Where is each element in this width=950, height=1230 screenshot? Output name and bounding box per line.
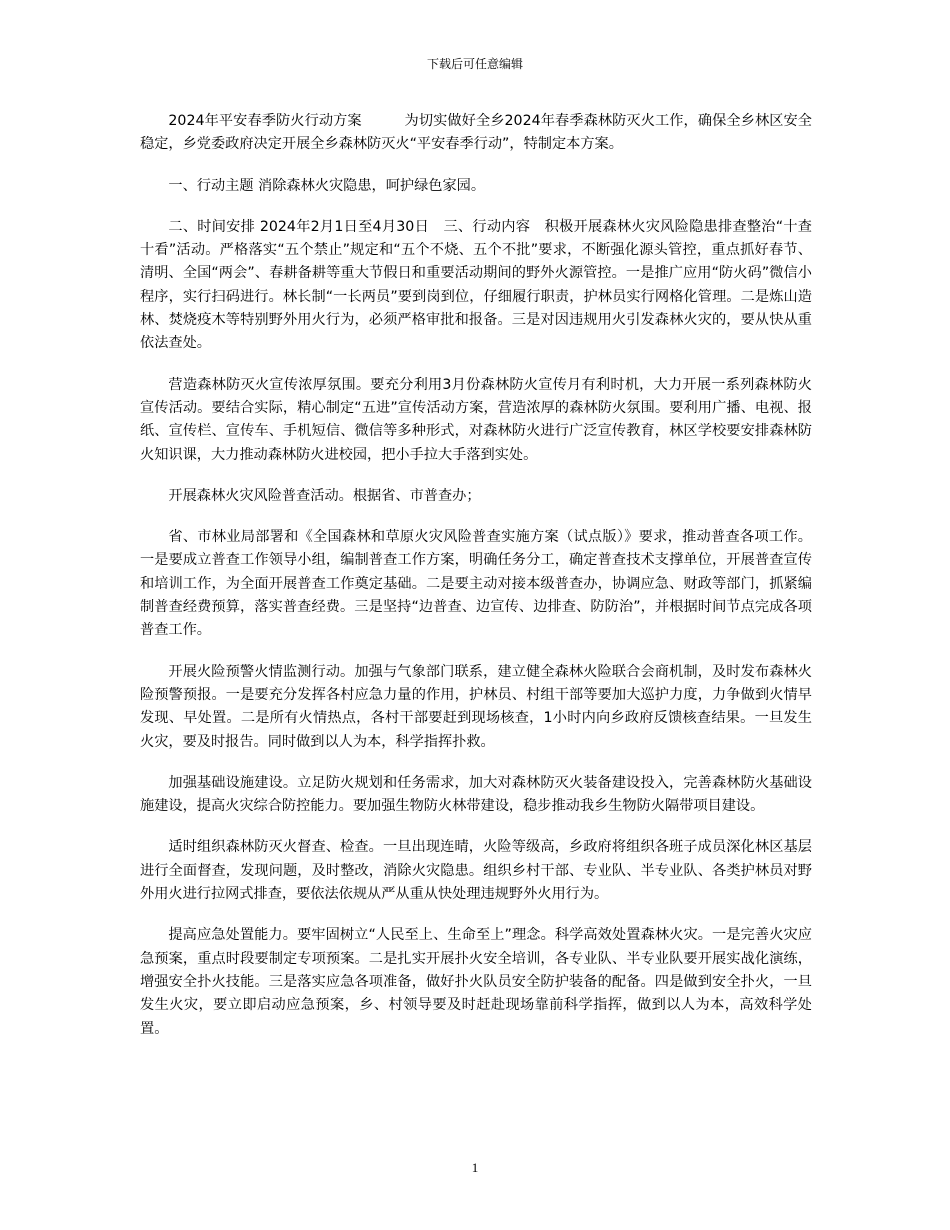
paragraph-inspection: 适时组织森林防灭火督查、检查。一旦出现连晴，火险等级高，乡政府将组织各班子成员深化林区基层进行全面督查，发现问题，及时整改，消除火灾隐患。组织乡村干部、专业队、半专业队、各类护林员对野外用火进行拉网式排查，要依法依规从严从重从快处理违规野外火用行为。	[140, 839, 812, 903]
paragraph-survey-detail: 省、市林业局部署和《全国森林和草原火灾风险普查实施方案（试点版）》要求，推动普查各项工作。一是要成立普查工作领导小组，编制普查工作方案，明确任务分工，确定普查技术支撑单位，开展普查宣传和培训工作，为全面开展普查工作奠定基础。二是要主动对接本级普查办，协调应急、财政等部门，抓紧编制普查经费预算，落实普查经费。三是坚持“边普查、边宣传、边排查、防防治”，并根据时间节点完成各项普查工作。	[140, 529, 812, 639]
document-body	[140, 110, 812, 1059]
paragraph-intro: 2024年平安春季防火行动方案 为切实做好全乡2024年春季森林防灭火工作，确保全乡林区安全稳定，乡党委政府决定开展全乡森林防灭火“平安春季行动”，特制定本方案。	[140, 113, 812, 153]
paragraph-publicity: 营造森林防灭火宣传浓厚氛围。要充分利用3月份森林防火宣传月有利时机，大力开展一系列森林防火宣传活动。要结合实际，精心制定“五进”宣传活动方案，营造浓厚的森林防火氛围。要利用广播、电视、报纸、宣传栏、宣传车、手机短信、微信等多种形式，对森林防火进行广泛宣传教育，林区学校要安排森林防火知识课，大力推动森林防火进校园，把小手拉大手落到实处。	[140, 376, 812, 463]
page-header: 下载后可任意编辑	[426, 57, 523, 71]
paragraph-emergency: 提高应急处置能力。要牢固树立“人民至上、生命至上”理念。科学高效处置森林火灾。一是完善火灾应急预案，重点时段要制定专项预案。二是扎实开展扑火安全培训，各专业队、半专业队要开展实战化演练，增强安全扑火技能。三是落实应急各项准备，做好扑火队员安全防护装备的配备。四是做到安全扑火，一旦发生火灾，要立即启动应急预案，乡、村领导要及时赶赴现场靠前科学指挥，做到以人为本，高效科学处置。	[140, 927, 812, 1037]
paragraph-schedule-content: 二、时间安排 2024年2月1日至4月30日 三、行动内容 积极开展森林火灾风险隐患排查整治“十查十看”活动。严格落实“五个禁止”规定和“五个不烧、五个不批”要求，不断强化源头管控，重点抓好春节、清明、全国“两会”、春耕备耕等重大节假日和重要活动期间的野外火源管控。一是推广应用“防火码”微信小程序，实行扫码进行。林长制“一长两员”要到岗到位，仔细履行职责，护林员实行网格化管理。二是炼山造林、焚烧疫木等特别野外用火行为，必须严格审批和报备。三是对因违规用火引发森林火灾的，要从快从重依法查处。	[140, 218, 812, 352]
page-number: 1	[471, 1160, 479, 1175]
paragraph-infrastructure: 加强基础设施建设。立足防火规划和任务需求，加大对森林防灭火装备建设投入，完善森林防火基础设施建设，提高火灾综合防控能力。要加强生物防火林带建设，稳步推动我乡生物防火隔带项目建设。	[140, 774, 812, 815]
paragraph-survey-intro: 开展森林火灾风险普查活动。根据省、市普查办；	[168, 487, 481, 504]
paragraph-monitoring: 开展火险预警火情监测行动。加强与气象部门联系，建立健全森林火险联合会商机制，及时发布森林火险预警预报。一是要充分发挥各村应急力量的作用，护林员、村组干部等要加大巡护力度，力争做到火情早发现、早处置。二是所有火情热点，各村干部要赶到现场核查，1小时内向乡政府反馈核查结果。一旦发生火灾，要及时报告。同时做到以人为本，科学指挥扑救。	[140, 663, 812, 750]
paragraph-theme: 一、行动主题 消除森林火灾隐患，呵护绿色家园。	[168, 177, 486, 194]
